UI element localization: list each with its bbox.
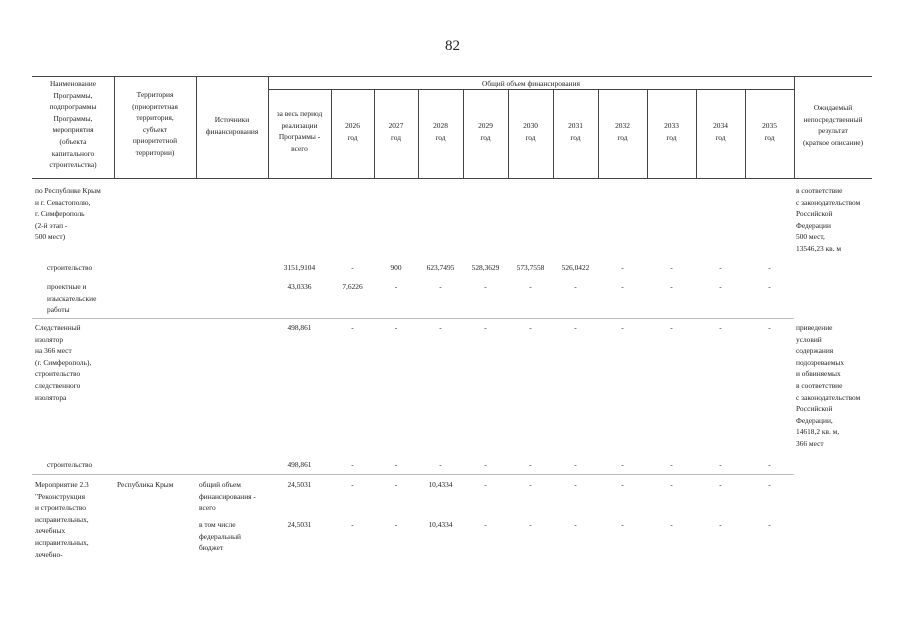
row-total: 24,5031	[287, 520, 312, 529]
row-total: 24,5031	[287, 480, 312, 489]
value-2028: -	[439, 460, 442, 469]
value-2027: -	[394, 480, 398, 489]
value-2027: 900	[390, 263, 402, 272]
value-2033: -	[670, 263, 673, 272]
header-year-2030: 2030 год	[523, 121, 538, 142]
value-2029: 528,3629	[471, 263, 500, 272]
value-2035: -	[768, 323, 771, 332]
value-2026: 7,6226	[342, 282, 363, 291]
value-2032: -	[621, 323, 624, 332]
value-2033: -	[670, 282, 673, 291]
header-territory: Территория (приоритетная территория, субъект приоритетной территории)	[132, 90, 178, 157]
value-2031: -	[574, 323, 577, 332]
row-source: общий объем финансирования - всего	[199, 480, 256, 513]
value-2030: -	[529, 480, 532, 489]
row-source: в том числе федеральный бюджет	[199, 520, 241, 553]
value-2035: -	[768, 520, 771, 529]
value-2030: -	[529, 460, 532, 469]
value-2034: -	[719, 520, 722, 529]
row-total: 498,861	[287, 460, 312, 469]
header-group-title: Общий объем финансирования	[482, 79, 580, 88]
value-2029: -	[484, 323, 487, 332]
value-2031: -	[574, 460, 577, 469]
row-name: Следственный изолятор на 366 мест (г. Симферополь), строительство следственного изолятора	[35, 323, 92, 402]
row-total: 3151,9104	[283, 263, 316, 272]
row-total: 43,0336	[287, 282, 312, 291]
header-year-2029: 2029 год	[478, 121, 493, 142]
header-year-2032: 2032 год	[615, 121, 630, 142]
value-2031: -	[574, 282, 577, 291]
value-2032: -	[621, 282, 624, 291]
value-2033: -	[670, 480, 673, 489]
value-2028: -	[439, 323, 442, 332]
value-2026: -	[351, 480, 354, 489]
value-2027: -	[394, 520, 398, 529]
row-territory: Республика Крым	[117, 480, 174, 489]
header-result: Ожидаемый непосредственный результат (краткое описание)	[802, 103, 864, 147]
value-2034: -	[719, 460, 722, 469]
section-divider	[32, 318, 794, 319]
value-2035: -	[768, 460, 771, 469]
value-2026: -	[351, 460, 354, 469]
value-2033: -	[670, 460, 673, 469]
row-name: проектные и изыскательские работы	[47, 282, 97, 315]
value-2035: -	[768, 480, 771, 489]
header-year-2035: 2035 год	[762, 121, 777, 142]
value-2031: -	[574, 520, 577, 529]
row-name: по Республике Крым и г. Севастополю, г. Симферополь (2-й этап - 500 мест)	[35, 186, 101, 242]
value-2030: -	[529, 323, 532, 332]
value-2029: -	[484, 480, 487, 489]
row-total: 498,861	[287, 323, 312, 332]
value-2026: -	[351, 520, 354, 529]
value-2034: -	[719, 282, 722, 291]
header-year-2031: 2031 год	[568, 121, 583, 142]
row-result: приведение условий содержания подозреваемых и обвиняемых в соответствие с законодательством Российской Федерации, 14618,2 кв. м, 366 мест	[796, 323, 861, 448]
value-2029: -	[484, 282, 487, 291]
section-divider	[32, 474, 794, 475]
value-2035: -	[768, 263, 771, 272]
header-year-2034: 2034 год	[713, 121, 728, 142]
row-name: строительство	[47, 460, 93, 469]
value-2030: -	[529, 520, 532, 529]
value-2028: -	[439, 282, 442, 291]
value-2028: 10,4334	[428, 520, 453, 529]
value-2026: -	[351, 263, 354, 272]
value-2031: 526,0422	[561, 263, 590, 272]
value-2034: -	[719, 323, 722, 332]
value-2028: 623,7495	[426, 263, 455, 272]
value-2031: -	[574, 480, 577, 489]
value-2028: 10,4334	[428, 480, 453, 489]
value-2030: 573,7558	[516, 263, 545, 272]
value-2027: -	[394, 323, 398, 332]
header-total: за весь период реализации Программы - всего	[276, 109, 323, 153]
header-sources: Источники финансирования	[205, 115, 259, 136]
value-2032: -	[621, 460, 624, 469]
header-name: Наименование Программы, подпрограммы Программы, мероприятия (объекта капитального строительства)	[49, 79, 97, 170]
value-2032: -	[621, 263, 624, 272]
row-name: Мероприятие 2.3 "Реконструкция и строительство исправительных, лечебных исправительных, лечебно-	[35, 480, 89, 559]
value-2027: -	[394, 460, 398, 469]
row-name: строительство	[47, 263, 93, 272]
value-2032: -	[621, 520, 624, 529]
header-year-2026: 2026 год	[345, 121, 360, 142]
value-2035: -	[768, 282, 771, 291]
header-bottom-rule	[32, 178, 872, 179]
header-year-2033: 2033 год	[664, 121, 679, 142]
value-2034: -	[719, 263, 722, 272]
header-year-2027: 2027 год	[388, 121, 404, 142]
value-2027: -	[394, 282, 398, 291]
header-year-2028: 2028 год	[433, 121, 448, 142]
value-2033: -	[670, 520, 673, 529]
value-2026: -	[351, 323, 354, 332]
header-top-rule	[32, 76, 872, 77]
row-result: в соответствие с законодательством Российской Федерации 500 мест, 13546,23 кв. м	[796, 186, 861, 253]
value-2034: -	[719, 480, 722, 489]
value-2030: -	[529, 282, 532, 291]
page-number: 82	[445, 38, 460, 54]
value-2029: -	[484, 520, 487, 529]
value-2029: -	[484, 460, 487, 469]
value-2032: -	[621, 480, 624, 489]
value-2033: -	[670, 323, 673, 332]
